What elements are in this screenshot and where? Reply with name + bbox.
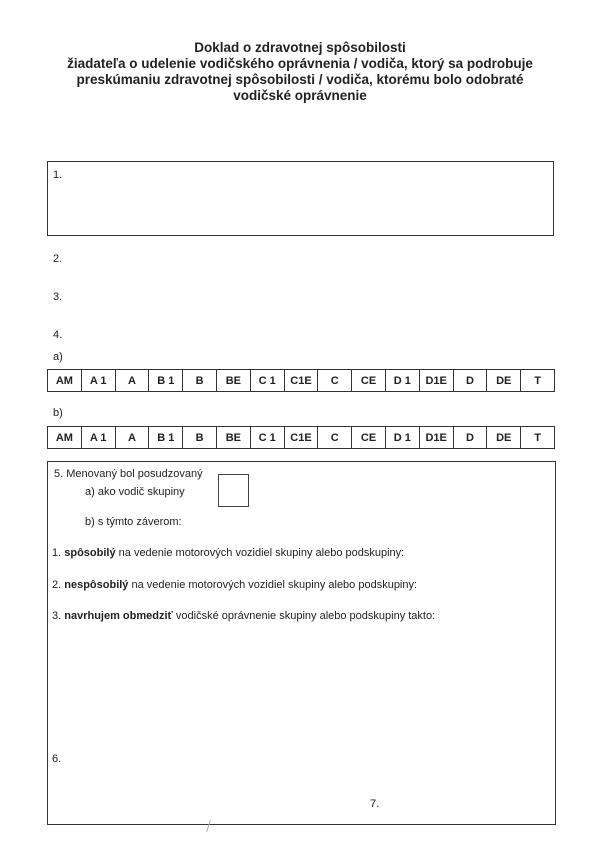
option-1-text: na vedenie motorových vozidiel skupiny alebo podskupiny: [115,547,405,559]
option-3-text: vodičské oprávnenie skupiny alebo podskupiny takto: [172,610,436,622]
section-4-number: 4. [53,329,63,341]
category-cell-b[interactable]: C [317,427,351,448]
row-a-label: a) [53,351,63,363]
category-cell-b[interactable]: B 1 [148,427,182,448]
category-cell-b[interactable]: B [182,427,216,448]
section-1-number: 1. [53,169,63,181]
category-row-a [47,369,555,392]
category-cell-a[interactable]: D 1 [385,370,419,391]
row-b-label: b) [53,407,63,419]
category-cell-b[interactable]: AM [55,431,73,444]
option-3 [52,610,435,622]
section-1-field[interactable] [47,161,554,236]
category-cell-a[interactable]: C [317,370,351,391]
option-3-number: 3. [52,610,62,622]
title-line-3: preskúmaniu zdravotnej spôsobilosti / vodiča, ktorému bolo odobraté [76,72,524,87]
category-cell-b[interactable]: C 1 [250,427,284,448]
category-cell-a[interactable]: A [115,370,149,391]
category-cell-a[interactable]: CE [351,370,385,391]
option-2-text: na vedenie motorových vozidiel skupiny alebo podskupiny: [128,579,418,591]
section-5-header: 5. Menovaný bol posudzovaný [54,468,203,480]
option-1-bold: spôsobilý [64,547,116,559]
option-2 [52,579,417,591]
category-cell-b[interactable]: T [520,427,554,448]
as-driver-label: a) ako vodič skupiny [85,486,185,498]
category-cell-b[interactable]: A 1 [81,427,115,448]
category-cell-a[interactable]: B 1 [148,370,182,391]
category-cell-a[interactable]: B [182,370,216,391]
category-cell-a[interactable]: D [453,370,487,391]
title-line-1: Doklad o zdravotnej spôsobilosti [194,40,406,55]
option-1-number: 1. [52,547,62,559]
category-cell-a[interactable]: C 1 [250,370,284,391]
category-cell-b[interactable]: DE [486,427,520,448]
section-6-number: 6. [52,753,62,765]
document-title [0,40,600,104]
section-3-number: 3. [53,291,63,303]
section-7-number: 7. [370,798,380,810]
category-cell-b[interactable]: D1E [419,427,453,448]
section-5-box [47,461,556,825]
title-line-2: žiadateľa o udelenie vodičského oprávnenia / vodiča, ktorý sa podrobuje [67,56,533,71]
category-cell-b[interactable]: A [115,427,149,448]
category-cell-b[interactable]: CE [351,427,385,448]
option-2-number: 2. [52,579,62,591]
option-1 [52,547,404,559]
category-cell-a[interactable]: D1E [419,370,453,391]
category-cell-b[interactable]: C1E [284,427,318,448]
title-line-4: vodičské oprávnenie [233,88,367,103]
category-cell-a[interactable]: T [520,370,554,391]
section-2-number: 2. [53,253,63,265]
driver-group-checkbox[interactable] [218,474,249,507]
category-cell-a[interactable]: AM [55,374,73,387]
category-cell-a[interactable]: DE [486,370,520,391]
conclusion-label: b) s týmto záverom: [85,516,182,528]
category-row-b [47,426,555,449]
option-2-bold: nespôsobilý [64,579,129,591]
category-cell-a[interactable]: C1E [284,370,318,391]
category-cell-b[interactable]: D [453,427,487,448]
option-3-bold: navrhujem obmedziť [64,610,173,622]
category-cell-a[interactable]: A 1 [81,370,115,391]
category-cell-b[interactable]: D 1 [385,427,419,448]
category-cell-b[interactable]: BE [216,427,250,448]
category-cell-a[interactable]: BE [216,370,250,391]
